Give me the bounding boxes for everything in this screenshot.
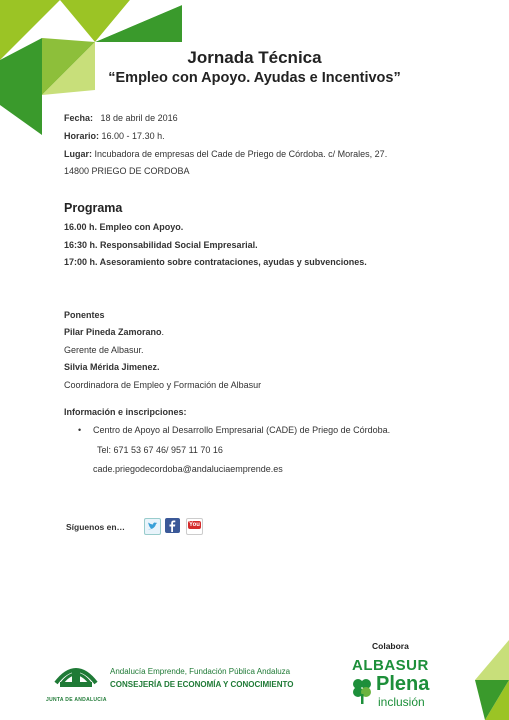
footer-decoration — [455, 640, 509, 720]
ponente-role: Coordinadora de Empleo y Formación de Albasur — [64, 380, 262, 390]
ponente-role: Gerente de Albasur. — [64, 345, 144, 355]
org-line2: CONSEJERÍA DE ECONOMÍA Y CONOCIMIENTO — [110, 680, 294, 689]
page-title: Jornada Técnica — [187, 48, 322, 67]
ponentes-heading: Ponentes — [64, 310, 105, 320]
programa-item: 16.00 h. Empleo con Apoyo. — [64, 222, 184, 232]
fecha-label: Fecha: — [64, 113, 94, 123]
horario-label: Horario: — [64, 131, 100, 141]
clover-icon — [350, 676, 374, 706]
fecha-line — [64, 113, 178, 123]
ponente-name: Silvia Mérida Jimenez. — [64, 362, 160, 372]
programa-item: 16:30 h. Responsabilidad Social Empresarial. — [64, 240, 258, 250]
info-center: Centro de Apoyo al Desarrollo Empresarial (CADE) de Priego de Córdoba. — [93, 425, 391, 435]
info-email[interactable]: cade.priegodecordoba@andaluciaemprende.es — [93, 464, 283, 474]
ponente-name-suffix: . — [161, 327, 165, 337]
programa-item: 17:00 h. Asesoramiento sobre contrataciones, ayudas y subvenciones. — [64, 257, 367, 267]
plena-text: Plena — [376, 673, 430, 695]
lugar-city: 14800 PRIEGO DE CORDOBA — [64, 166, 190, 176]
ponente-name: Pilar Pineda Zamorano — [64, 327, 162, 337]
junta-text: JUNTA DE ANDALUCIA — [46, 697, 107, 703]
albasur-logo-text: ALBASUR — [352, 657, 429, 674]
info-bullet: • — [78, 425, 82, 435]
social-label: Síguenos en… — [66, 522, 126, 532]
programa-heading: Programa — [64, 201, 123, 215]
fecha-value: 18 de abril de 2016 — [100, 113, 178, 123]
org-line1: Andalucía Emprende, Fundación Pública Andaluza — [110, 667, 291, 676]
twitter-icon[interactable] — [144, 518, 161, 535]
facebook-icon[interactable] — [165, 518, 180, 533]
lugar-value: Incubadora de empresas del Cade de Priego de Córdoba. c/ Morales, 27. — [94, 149, 388, 159]
youtube-icon[interactable] — [186, 518, 203, 535]
colabora-label: Colabora — [372, 641, 409, 651]
info-heading: Información e inscripciones: — [64, 407, 187, 417]
page-subtitle: “Empleo con Apoyo. Ayudas e Incentivos” — [108, 70, 401, 86]
junta-andalucia-logo-icon — [50, 655, 102, 695]
horario-value: 16.00 - 17.30 h. — [101, 131, 165, 141]
youtube-icon-text: You — [189, 522, 200, 529]
horario-line — [64, 131, 165, 141]
inclusion-text: inclusión — [378, 695, 425, 709]
info-tel: Tel: 671 53 67 46/ 957 11 70 16 — [97, 445, 223, 455]
lugar-line — [64, 149, 387, 159]
lugar-label: Lugar: — [64, 149, 92, 159]
ponente-name-line — [64, 327, 164, 337]
